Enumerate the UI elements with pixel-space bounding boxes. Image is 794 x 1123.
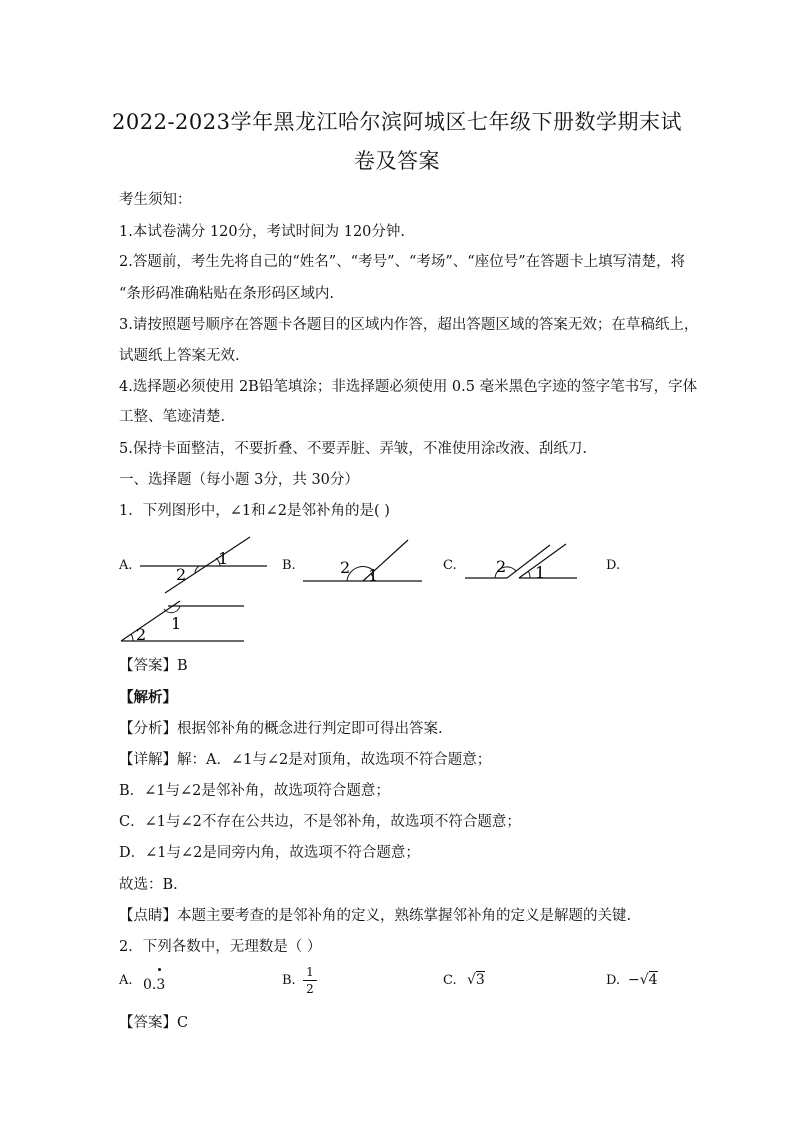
section-heading: 一、选择题（每小题 3分，共 30分）: [119, 472, 359, 488]
q1-d-angle-2: 2: [136, 625, 147, 644]
q1-figure-d: [118, 600, 248, 645]
q1-comment: 【点睛】本题主要考查的是邻补角的定义，熟练掌握邻补角的定义是解题的关键.: [119, 908, 632, 924]
q1-detail-line: C．∠1与∠2不存在公共边，不是邻补角，故选项不符合题意；: [119, 814, 521, 830]
q2-option-b-label: B.: [282, 973, 296, 988]
q1-figure-b: [300, 535, 430, 585]
q1-analysis: 【分析】根据邻补角的概念进行判定即可得出答案.: [119, 721, 443, 737]
notice-line: 工整、笔迹清楚.: [119, 409, 226, 425]
q1-figure-a: [135, 535, 275, 595]
q1-a-angle-1: 1: [218, 549, 229, 568]
q2-option-c-radicand: 3: [475, 972, 485, 988]
repeating-dot-icon: [158, 968, 161, 971]
q2-option-a-value: [143, 977, 165, 993]
fraction-denominator: 2: [306, 982, 314, 996]
q2-option-c-label: C.: [443, 973, 457, 988]
q1-answer: 【答案】B: [119, 658, 188, 674]
notice-line: 2.答题前，考生先将自己的“姓名”、“考号”、“考场”、“座位号”在答题卡上填写清楚，将: [119, 254, 686, 270]
fraction-bar: [303, 980, 317, 981]
q2-option-c-value: [467, 972, 485, 988]
q1-option-c-label: C.: [443, 558, 457, 573]
document-title-line-2: 卷及答案: [354, 149, 440, 173]
q1-option-b-label: B.: [282, 558, 296, 573]
q1-figure-c: [462, 538, 582, 583]
q1-b-angle-1: 1: [368, 566, 379, 585]
q2-answer: 【答案】C: [119, 1015, 189, 1031]
q2-option-a-label: A.: [119, 973, 133, 988]
notice-line: 3.请按照题号顺序在答题卡各题目的区域内作答，超出答题区域的答案无效；在草稿纸上，: [119, 317, 699, 333]
q1-option-d-label: D.: [606, 558, 621, 573]
notice-line: 1.本试卷满分 120分，考试时间为 120分钟.: [119, 224, 406, 240]
q1-detail-line: D．∠1与∠2是同旁内角，故选项不符合题意；: [119, 845, 420, 861]
q2-option-d-radicand: 4: [648, 972, 658, 988]
q1-option-a-label: A.: [119, 558, 133, 573]
notice-line: 试题纸上答案无效.: [119, 348, 240, 364]
notice-line: 4.选择题必须使用 2B铅笔填涂；非选择题必须使用 0.5 毫米黑色字迹的签字笔书写，字体: [119, 379, 698, 395]
notice-line: 5.保持卡面整洁，不要折叠、不要弄脏、弄皱，不准使用涂改液、刮纸刀.: [119, 441, 587, 457]
q1-detail-line: B．∠1与∠2是邻补角，故选项符合题意；: [119, 783, 390, 799]
fraction-numerator: 1: [306, 965, 314, 979]
q1-a-angle-2: 2: [176, 565, 187, 584]
q1-detail-line: 【详解】解：A．∠1与∠2是对顶角，故选项不符合题意；: [119, 752, 492, 768]
q2-option-d-sign: −: [628, 972, 640, 988]
notice-line: “条形码准确粘贴在条形码区域内.: [119, 286, 335, 302]
q1-detail-line: 故选：B.: [119, 877, 178, 893]
q2-option-d-label: D.: [606, 973, 621, 988]
q2-option-d-value: [628, 972, 658, 988]
notice-heading: 考生须知：: [119, 192, 192, 208]
q1-analysis-heading: 【解析】: [119, 689, 177, 706]
q1-c-angle-2: 2: [496, 557, 507, 576]
q1-c-angle-1: 1: [535, 563, 546, 582]
question-1-stem: 1．下列图形中，∠1和∠2是邻补角的是( ): [119, 503, 390, 519]
sqrt-icon: √: [639, 972, 649, 988]
question-2-stem: 2．下列各数中，无理数是（ ）: [119, 939, 322, 955]
sqrt-icon: √: [467, 972, 476, 988]
q2-option-a-number: 0.3: [143, 977, 166, 993]
q1-d-angle-1: 1: [171, 614, 182, 633]
q2-option-b-fraction: [303, 965, 317, 996]
document-title-line-1: 2022-2023学年黑龙江哈尔滨阿城区七年级下册数学期末试: [112, 110, 682, 134]
q1-b-angle-2: 2: [340, 558, 351, 577]
